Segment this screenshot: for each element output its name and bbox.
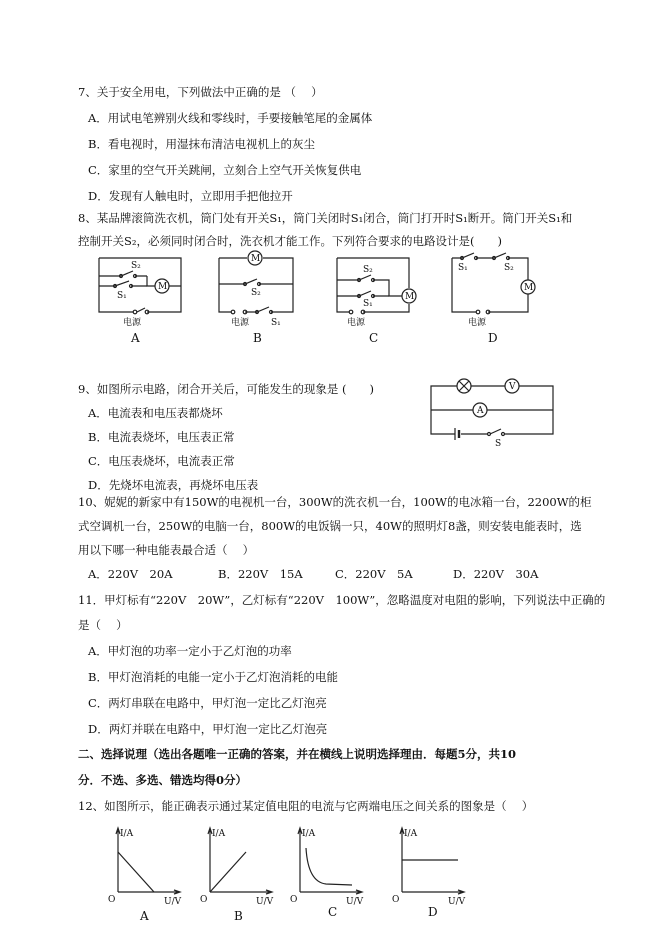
x-axis-label: U/V [346,897,364,907]
s2-label: S₂ [504,263,514,273]
y-axis-label: I/A [404,829,418,839]
y-axis-label: I/A [302,829,316,839]
x-axis-label: U/V [448,897,466,907]
q8-caption-a: A [131,331,140,345]
q12-caption-b: B [234,909,243,923]
q7-option-c: C．家里的空气开关跳闸，立刻合上空气开关恢复供电 [88,163,362,177]
q12-graph-a [108,826,188,926]
q9-option-c: C．电压表烧坏，电流表正常 [88,454,235,468]
q10-option-a: A．220V 20A [88,567,173,581]
power-source-label: 电源 [468,318,487,328]
q9-circuit-diagram [425,376,565,449]
q8-caption-d: D [488,331,498,345]
question-11-line-1: 11．甲灯标有“220V 20W”，乙灯标有“220V 100W”，忽略温度对电阻的影响，下列说法中正确的 [78,593,606,607]
question-10-line-2: 式空调机一台，250W的电脑一台，800W的电饭锅一只，40W的照明灯8盏，则安装电能表时，选 [78,519,582,533]
question-11-line-2: 是（ ） [78,618,128,632]
origin-label: O [108,895,116,905]
q12-caption-a: A [140,909,149,923]
motor-label: M [251,254,261,264]
question-10-line-1: 10、妮妮的新家中有150W的电视机一台，300W的洗衣机一台，100W的电冰箱一台，2200W的柜 [78,495,592,509]
s2-label: S₂ [131,261,141,271]
s2-label: S₂ [251,288,261,298]
q10-option-d: D．220V 30A [453,567,539,581]
q8-circuit-d [448,252,548,352]
q8-caption-b: B [253,331,262,345]
motor-label: M [158,282,168,292]
question-7-stem: 7、关于安全用电，下列做法中正确的是 （ ） [78,85,323,99]
question-8-line-1: 8、某品牌滚筒洗衣机，筒门处有开关S₁，筒门关闭时S₁闭合，筒门打开时S₁断开。筒门开关S₁和 [78,211,573,225]
y-axis-label: I/A [120,829,134,839]
section-2-header-line-2: 分．不选、多选、错选均得0分） [78,773,247,787]
q8-circuit-b [215,252,305,352]
q7-option-b: B．看电视时，用湿抹布清洁电视机上的灰尘 [88,137,315,151]
q7-option-d: D．发现有人触电时，立即用手把他拉开 [88,189,293,203]
power-source-label: 电源 [231,318,250,328]
s1-label: S₁ [117,291,127,301]
q11-option-a: A．甲灯泡的功率一定小于乙灯泡的功率 [88,644,292,658]
s1-label: S₁ [363,299,373,309]
s2-label: S₂ [363,265,373,275]
voltmeter-label: V [509,382,516,392]
q10-option-b: B．220V 15A [218,567,303,581]
q11-option-d: D．两灯并联在电路中，甲灯泡一定比乙灯泡亮 [88,722,328,736]
q12-caption-d: D [428,905,438,919]
power-source-label: 电源 [123,318,142,328]
q12-graph-b [200,826,280,926]
q9-option-b: B．电流表烧坏，电压表正常 [88,430,235,444]
q9-option-d: D．先烧坏电流表，再烧坏电压表 [88,478,259,492]
origin-label: O [290,895,298,905]
q9-option-a: A．电流表和电压表都烧坏 [88,406,223,420]
q11-option-c: C．两灯串联在电路中，甲灯泡一定比乙灯泡亮 [88,696,327,710]
q11-option-b: B．甲灯泡消耗的电能一定小于乙灯泡消耗的电能 [88,670,338,684]
ammeter-label: A [477,406,484,416]
power-source-label: 电源 [347,318,366,328]
switch-label: S [495,439,502,449]
origin-label: O [392,895,400,905]
q7-option-a: A．用试电笔辨别火线和零线时，手要接触笔尾的金属体 [88,111,373,125]
s1-label: S₁ [458,263,468,273]
q10-option-c: C．220V 5A [335,567,413,581]
q8-caption-c: C [369,331,379,345]
q12-caption-c: C [328,905,338,919]
question-8-line-2: 控制开关S₂，必须同时闭合时，洗衣机才能工作。下列符合要求的电路设计是( ) [78,234,502,248]
q8-circuit-a [95,252,185,352]
section-2-header-line-1: 二、选择说理（选出各题唯一正确的答案，并在横线上说明选择理由．每题5分，共10 [78,747,517,761]
y-axis-label: I/A [212,829,226,839]
s1-label: S₁ [271,318,281,328]
q12-graph-c [290,826,370,926]
x-axis-label: U/V [256,897,274,907]
motor-label: M [524,283,534,293]
q8-circuit-c [333,252,428,352]
x-axis-label: U/V [164,897,182,907]
question-10-line-3: 用以下哪一种电能表最合适（ ） [78,543,255,557]
motor-label: M [405,292,415,302]
question-9-stem: 9、如图所示电路，闭合开关后，可能发生的现象是 ( ) [78,382,374,396]
question-12-stem: 12、如图所示，能正确表示通过某定值电阻的电流与它两端电压之间关系的图象是（ ） [78,799,534,813]
q12-graph-d [392,826,472,926]
origin-label: O [200,895,208,905]
